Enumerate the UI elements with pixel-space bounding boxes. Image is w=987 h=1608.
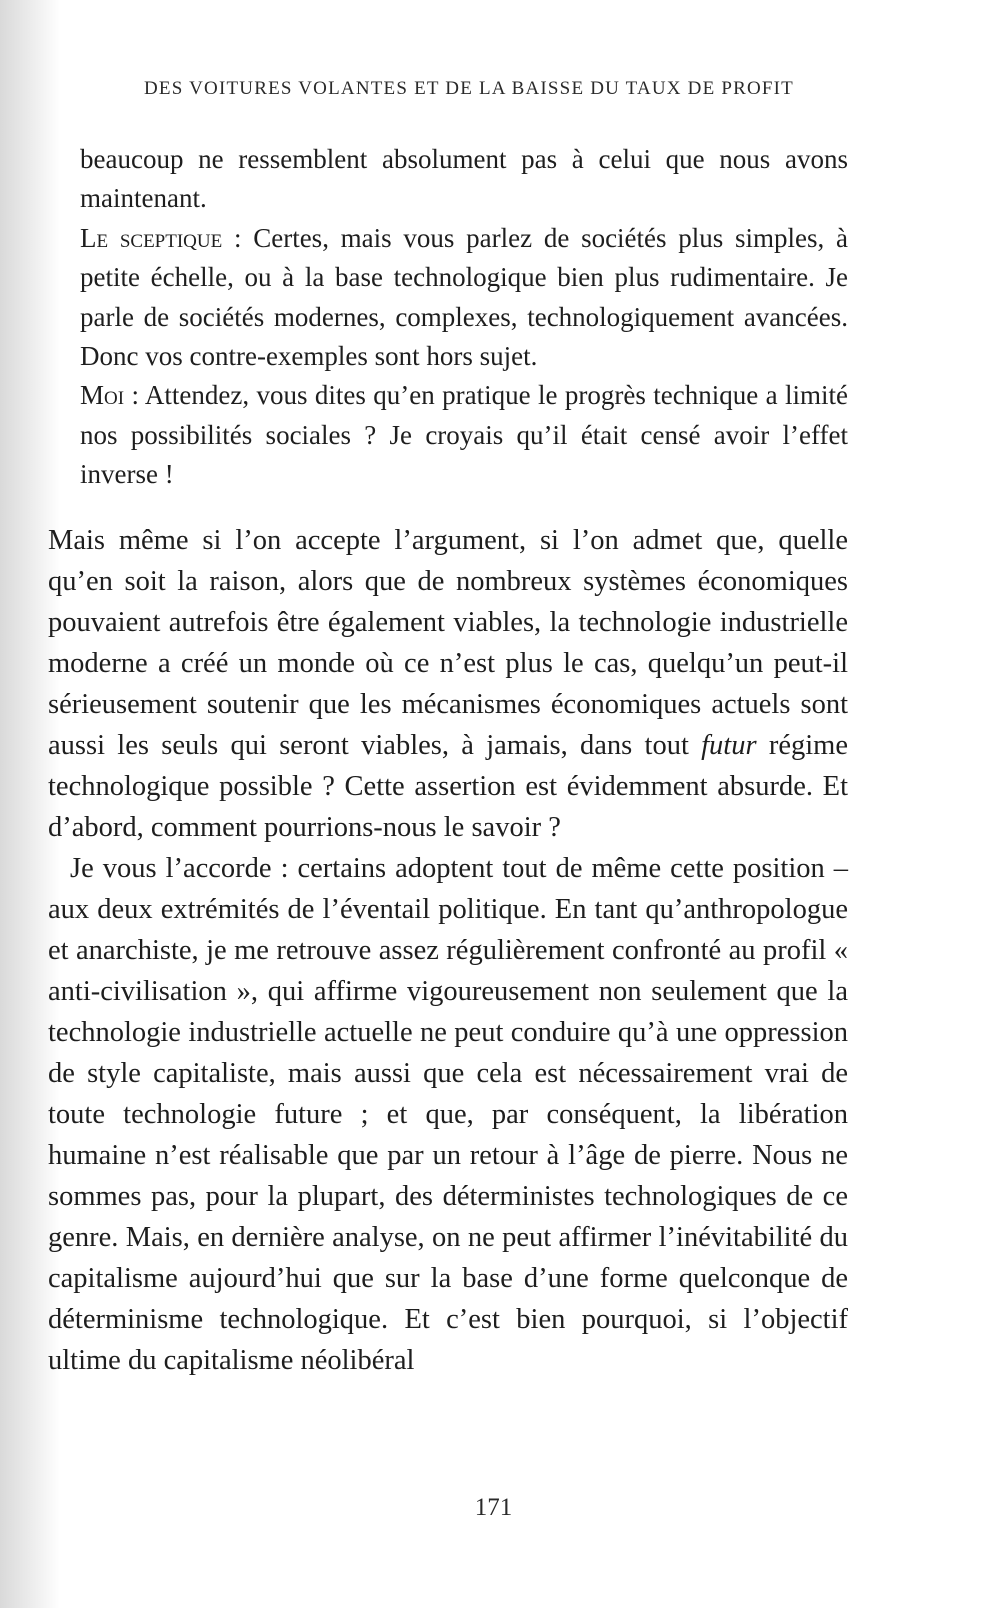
page-number: 171: [474, 1494, 513, 1521]
me-text: : Attendez, vous dites qu’en pratique le progrès technique a limité nos possibilités sociales ? Je croyais qu’il était censé avoir l’effet inverse !: [80, 380, 848, 490]
dialogue-sceptic-line: [80, 219, 848, 377]
body-text: [48, 520, 848, 1381]
dialogue-continuation: beaucoup ne ressemblent absolument pas à celui que nous avons maintenant.: [80, 144, 848, 214]
paragraph-1: [48, 520, 848, 848]
emphasis-futur: futur: [701, 730, 757, 761]
dialogue-me-line: [80, 376, 848, 494]
running-head: DES VOITURES VOLANTES ET DE LA BAISSE DU TAUX DE PROFIT: [144, 78, 794, 99]
paragraph-1-part-1: Mais même si l’on accepte l’argument, si l’on admet que, quelle qu’en soit la raison, alors que de nombreux systèmes économiques pouvaient autrefois être également viables, la technologie industrielle moderne a créé un monde où ce n’est plus le cas, quelqu’un peut-il sérieusement soutenir que les mécanismes économiques actuels sont aussi les seuls qui seront viables, à jamais, dans tout: [48, 525, 848, 761]
paragraph-2: Je vous l’accorde : certains adoptent tout de même cette position – aux deux extrémités de l’éventail politique. En tant qu’anthropologue et anarchiste, je me retrouve assez régulièrement confronté au profil « anti-civilisation », qui affirme vigoureusement non seulement que la technologie industrielle actuelle ne peut conduire qu’à une oppression de style capitaliste, mais aussi que cela est nécessairement vrai de toute technologie future ; et que, par conséquent, la libération humaine n’est réalisable que par un retour à l’âge de pierre. Nous ne sommes pas, pour la plupart, des déterministes technologiques de ce genre. Mais, en dernière analyse, on ne peut affirmer l’inévitabilité du capitalisme aujourd’hui que sur la base d’une forme quelconque de déterminisme technologique. Et c’est bien pourquoi, si l’objectif ultime du capitalisme néolibéral: [48, 853, 848, 1376]
paragraph-1-part-2: régime technologique possible ? Cette assertion est évidemment absurde. Et d’abord, comment pourrions-nous le savoir ?: [48, 730, 848, 843]
speaker-me: Moi: [80, 380, 125, 411]
dialogue-block: [80, 140, 848, 495]
sceptic-text: : Certes, mais vous parlez de sociétés plus simples, à petite échelle, ou à la base technologique bien plus rudimentaire. Je parle de sociétés modernes, complexes, technologiquement avancées. Donc vos contre-exemples sont hors sujet.: [80, 222, 848, 372]
speaker-sceptic: Le sceptique: [80, 222, 223, 253]
